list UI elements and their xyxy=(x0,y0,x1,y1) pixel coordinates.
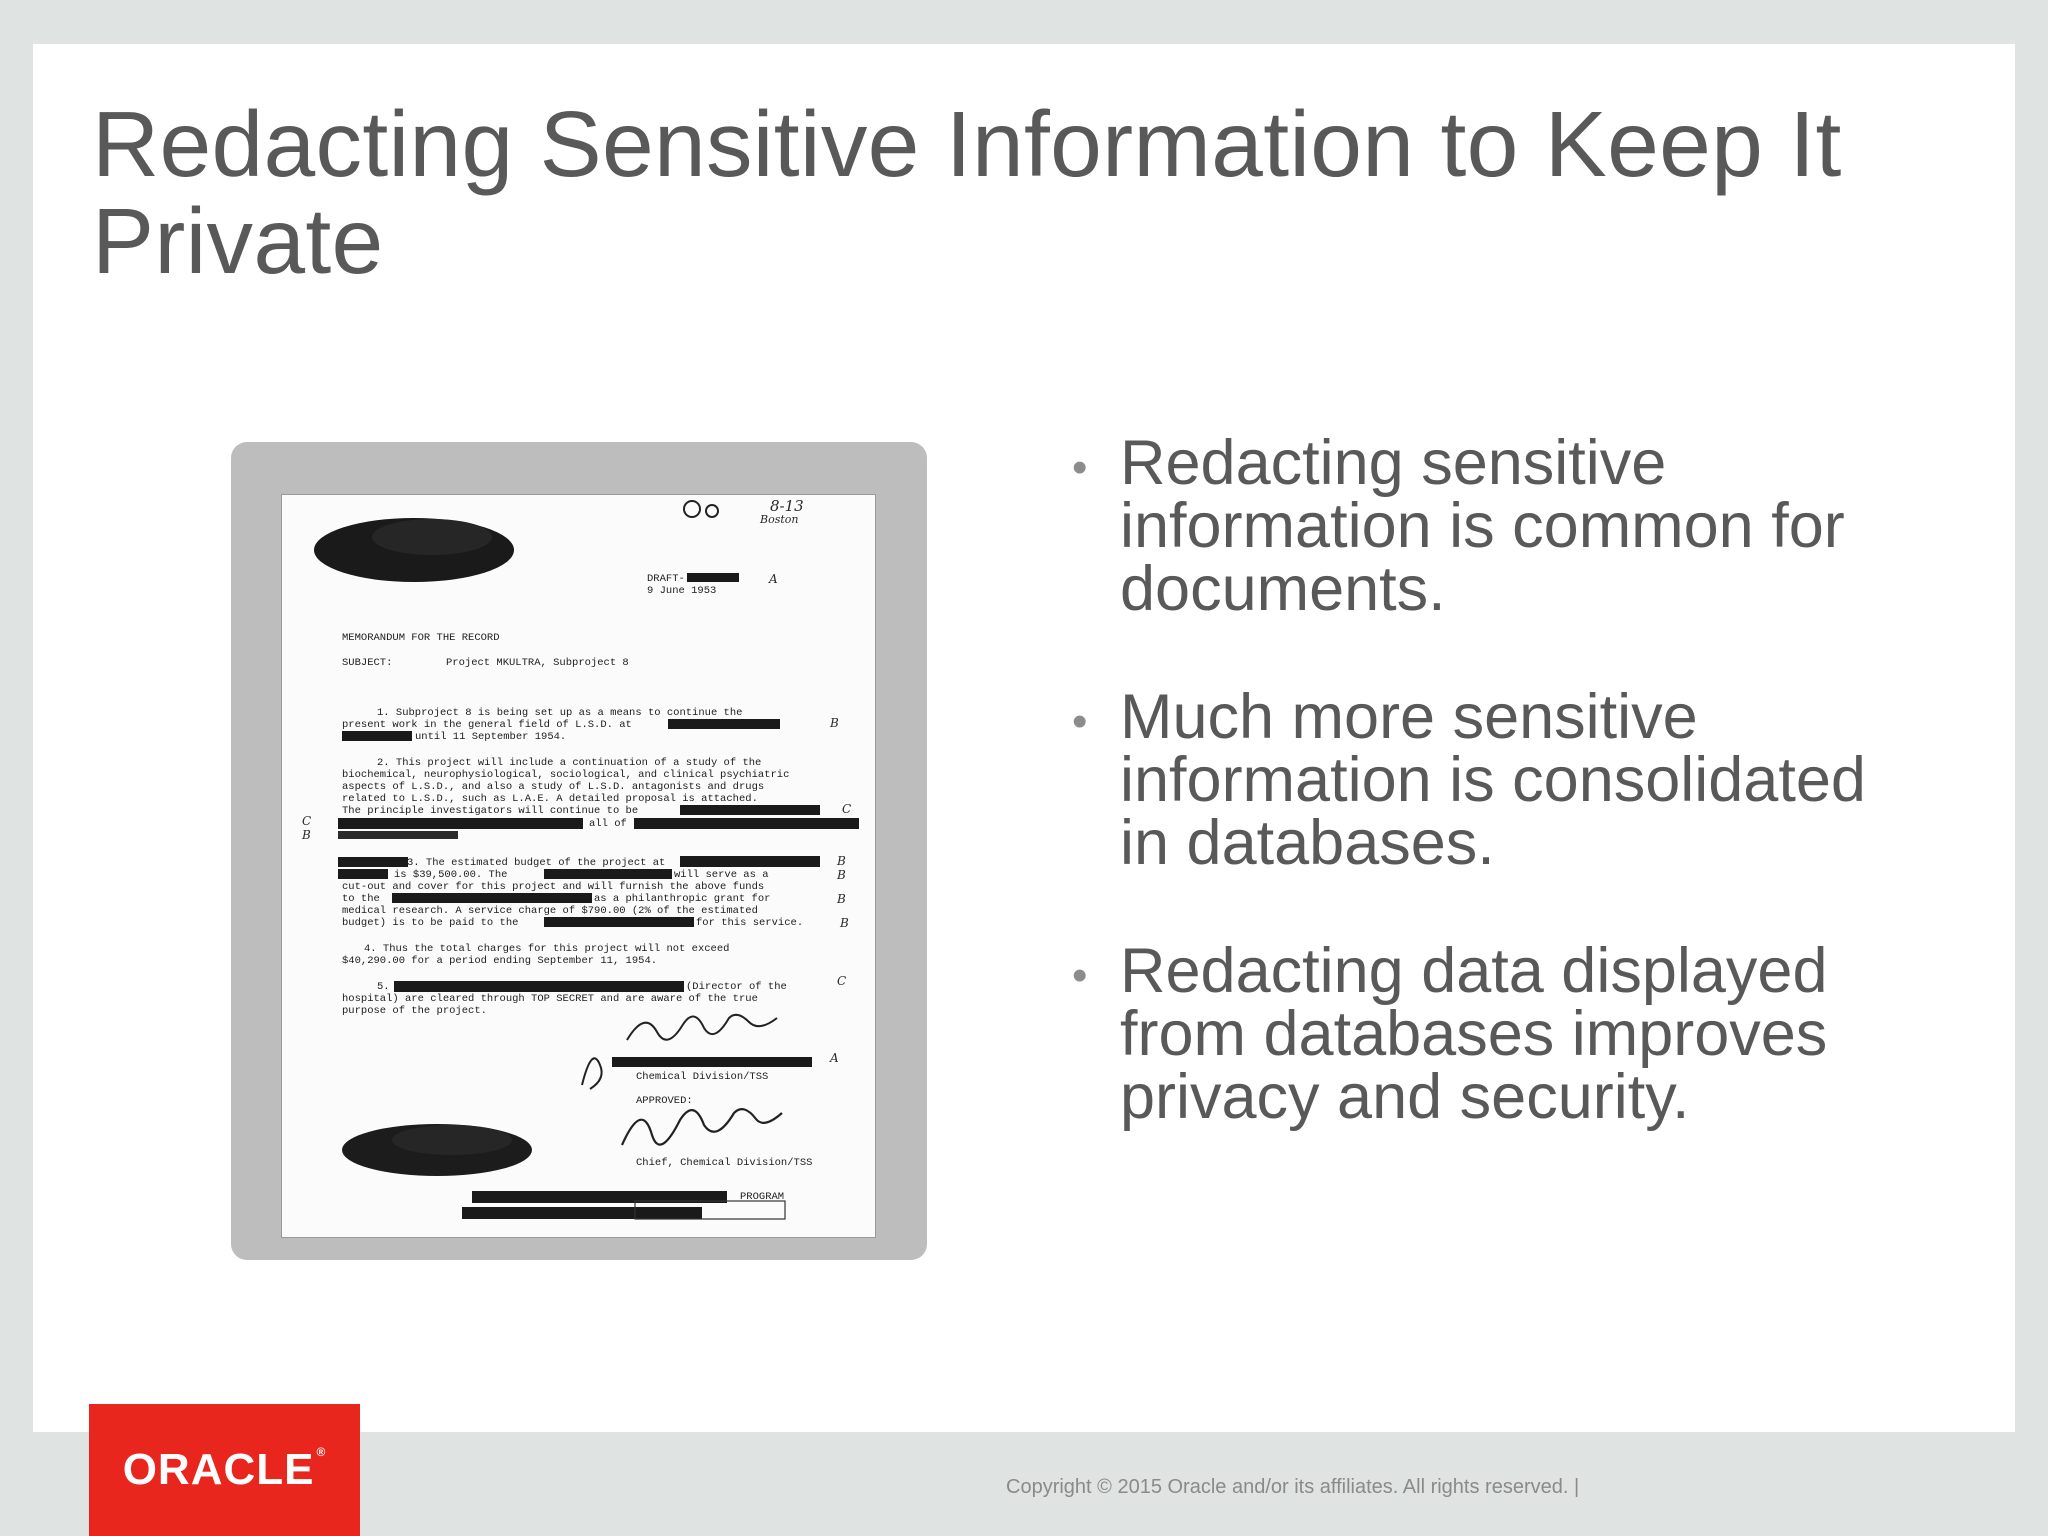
memo-line: 4. Thus the total charges for this project will not exceed xyxy=(364,943,730,955)
memo-line: hospital) are cleared through TOP SECRET and are aware of the true xyxy=(342,993,758,1005)
redaction-blot xyxy=(372,519,492,555)
memo-line: 2. This project will include a continuation of a study of the xyxy=(377,757,762,769)
subject-label: SUBJECT: xyxy=(342,657,393,669)
svg-text:B: B xyxy=(302,828,311,842)
memo-line: is $39,500.00. The xyxy=(394,869,508,881)
redaction-bar xyxy=(338,818,583,829)
program-label: PROGRAM xyxy=(740,1191,785,1203)
memo-line: $40,290.00 for a period ending September 11, 1954. xyxy=(342,955,658,967)
redacted-document-scan xyxy=(282,495,876,1238)
redaction-bar xyxy=(338,869,388,879)
memo-line: will serve as a xyxy=(674,869,769,881)
redaction-bar xyxy=(544,869,672,879)
svg-text:B: B xyxy=(837,868,846,882)
svg-text:B: B xyxy=(830,716,839,730)
bullet-list xyxy=(1068,428,1928,1194)
stamp-mark xyxy=(706,505,718,517)
redaction-bar xyxy=(612,1057,812,1067)
copyright-footer: Copyright © 2015 Oracle and/or its affiliates. All rights reserved. | xyxy=(1006,1476,1580,1498)
svg-text:C: C xyxy=(302,814,312,828)
bullet-icon: • xyxy=(1072,443,1088,492)
redaction-bar xyxy=(634,818,859,829)
bullet-item xyxy=(1068,682,1928,878)
svg-text:C: C xyxy=(837,974,847,988)
memo-line: 1. Subproject 8 is being set up as a means to continue the xyxy=(377,707,743,719)
memo-line: to the xyxy=(342,893,380,905)
memo-line: (Director of the xyxy=(686,981,787,993)
memo-line: until 11 September 1954. xyxy=(415,731,567,743)
redaction-bar xyxy=(680,856,820,867)
signature-scribble xyxy=(582,1058,602,1089)
handwritten-location: Boston xyxy=(760,513,799,526)
memo-line: as a philanthropic grant for xyxy=(594,893,771,905)
memo-line: The principle investigators will continue to be xyxy=(342,805,639,817)
stamp-mark xyxy=(684,501,700,517)
draft-label: DRAFT- xyxy=(647,573,685,585)
memo-line: cut-out and cover for this project and will furnish the above funds xyxy=(342,881,765,893)
approved-label: APPROVED: xyxy=(636,1095,693,1107)
registered-mark: ® xyxy=(316,1445,327,1459)
svg-text:B: B xyxy=(837,892,846,906)
bullet-text: Redacting sensitive information is common for documents. xyxy=(1120,428,1845,624)
signature-scribble xyxy=(627,1015,777,1040)
oracle-logo xyxy=(89,1404,360,1536)
bullet-text: Redacting data displayed from databases improves privacy and security. xyxy=(1120,936,1828,1132)
redaction-bar xyxy=(687,573,739,582)
memo-line: budget) is to be paid to the xyxy=(342,917,519,929)
memo-heading: MEMORANDUM FOR THE RECORD xyxy=(342,632,500,644)
redaction-blot xyxy=(392,1125,512,1155)
bullet-item xyxy=(1068,936,1928,1132)
bullet-icon: • xyxy=(1072,697,1088,746)
redaction-bar xyxy=(338,831,458,839)
memo-line: aspects of L.S.D., and also a study of L.S.D. antagonists and drugs xyxy=(342,781,765,793)
slide-title: Redacting Sensitive Information to Keep It Private xyxy=(92,92,1842,293)
bullet-icon: • xyxy=(1072,951,1088,1000)
bullet-item xyxy=(1068,428,1928,624)
subject-value: Project MKULTRA, Subproject 8 xyxy=(446,657,629,669)
redaction-bar xyxy=(668,719,780,729)
memo-line: present work in the general field of L.S.D. at xyxy=(342,719,632,731)
memo-line: for this service. xyxy=(696,917,804,929)
memo-date: 9 June 1953 xyxy=(647,585,717,597)
redacted-document-image xyxy=(281,494,876,1238)
svg-text:B: B xyxy=(840,916,849,930)
redaction-bar xyxy=(462,1207,702,1219)
redaction-bar xyxy=(680,805,820,815)
bullet-text: Much more sensitive information is consolidated in databases. xyxy=(1120,682,1866,878)
memo-line: 3. The estimated budget of the project at xyxy=(407,857,666,869)
handwritten-note: 8-13 xyxy=(770,497,804,515)
redaction-bar xyxy=(544,917,694,927)
memo-line: purpose of the project. xyxy=(342,1005,487,1017)
redaction-bar xyxy=(392,893,592,903)
signature-scribble xyxy=(622,1109,782,1145)
logo-text: ORACLE xyxy=(122,1445,315,1494)
memo-line: all of xyxy=(589,818,627,830)
memo-line: related to L.S.D., such as L.A.E. A detailed proposal is attached. xyxy=(342,793,758,805)
memo-line: biochemical, neurophysiological, sociological, and clinical psychiatric xyxy=(342,769,790,781)
memo-line: medical research. A service charge of $790.00 (2% of the estimated xyxy=(342,905,758,917)
redaction-bar xyxy=(338,857,408,867)
svg-text:A: A xyxy=(769,572,778,586)
signature-title: Chief, Chemical Division/TSS xyxy=(636,1157,813,1169)
svg-text:A: A xyxy=(830,1051,839,1065)
svg-text:B: B xyxy=(837,854,846,868)
redaction-bar xyxy=(342,731,412,741)
svg-text:C: C xyxy=(842,802,852,816)
signature-title: Chemical Division/TSS xyxy=(636,1071,769,1083)
redaction-bar xyxy=(394,981,684,992)
memo-line: 5. xyxy=(377,981,390,993)
